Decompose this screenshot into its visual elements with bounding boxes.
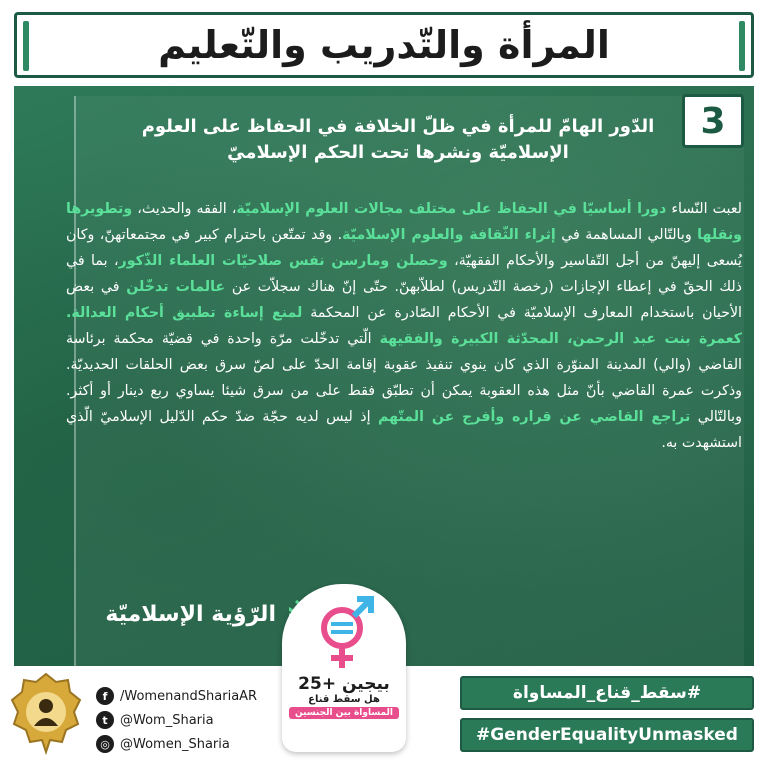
paragraph-text: . وقد تمتّعن باحترام كبير في مجتمعاتهنّ، وكان يُسعى إليهنّ من أجل التّفاسير والأحكام الفقهيّة،: [66, 227, 742, 269]
social-links: [96, 684, 276, 756]
section-subtitle: الدّور الهامّ للمرأة في ظلّ الخلافة في الحفاظ على العلوم الإسلاميّة ونشرها تحت الحكم الإسلاميّ: [141, 116, 655, 163]
title-accent-right: [739, 21, 745, 71]
facebook-handle[interactable]: /WomenandShariaAR: [120, 688, 258, 704]
social-row-twitter[interactable]: [96, 708, 276, 732]
paragraph-text: في بعض الأحيان باستخدام المعارف الإسلاميّة في الأحكام الصّادرة عن المحكمة: [66, 279, 742, 321]
paragraph-text: إذ ليس لديه حجّة ضدّ حكم الدّليل الإسلاميّ الّذي استشهدت به.: [66, 409, 742, 451]
page-title: المرأة والتّدريب والتّعليم: [158, 23, 610, 67]
twitter-handle[interactable]: @Wom_Sharia: [120, 712, 214, 728]
social-row-facebook[interactable]: [96, 684, 276, 708]
hashtag-english[interactable]: #GenderEqualityUnmasked: [460, 718, 754, 752]
gender-equality-icon: [309, 594, 379, 674]
body-paragraph: [66, 196, 742, 566]
campaign-title: بيجين +25: [298, 674, 390, 694]
highlighted-text: لمنع إساءة تطبيق أحكام العدالة. كعمرة بنت عبد الرحمن، المحدّثة الكبيرة والفقيهة: [66, 305, 742, 347]
instagram-icon: ◎: [96, 735, 114, 753]
highlighted-text: عالمات تدخّلن: [126, 279, 226, 295]
paragraph-text: ، الفقه والحديث،: [132, 201, 237, 217]
paragraph-text: وبالتّالي المساهمة في: [555, 227, 698, 243]
hashtag-arabic[interactable]: #سقط_قناع_المساواة: [460, 676, 754, 710]
highlighted-text: وتطويرها ونقلها: [66, 201, 742, 243]
highlighted-text: تراجع القاضي عن قراره وأفرج عن المتّهم: [377, 409, 691, 425]
highlighted-text: إثراء الثّقافة والعلوم الإسلاميّة: [342, 227, 556, 243]
paragraph-text: لعبت النّساء: [666, 201, 742, 217]
paragraph-text: الّتي تدخّلت مرّة واحدة في قضيّة محكمة برئاسة القاضي (والي) المدينة المنوّرة الذي كان ينوي تنفيذ عقوبة إقامة الحدّ على لصّ سرق بعض الحلقات الحديديّة. وذكرت عمرة القاضي بأنّ مثل هذه العقوبة يمكن أن تطبّق فقط على من سرق شيئا يساوي ربع دينار أو أكثر. وبالتّالي: [66, 331, 742, 425]
instagram-handle[interactable]: @Women_Sharia: [120, 736, 230, 752]
organization-logo: [8, 672, 84, 760]
social-row-instagram[interactable]: [96, 732, 276, 756]
title-accent-left: [23, 21, 29, 71]
twitter-icon: t: [96, 711, 114, 729]
highlighted-text: وحصلن ومارسن نفس صلاحيّات العلماء الذّكور: [118, 253, 448, 269]
footer: [0, 668, 768, 768]
campaign-subtitle: المساواة بين الجنسين: [289, 707, 399, 719]
content-panel: [14, 86, 754, 666]
paragraph-text: ، بما في ذلك الحقّ في إعطاء الإجازات (رخصة التّدريس) لطلاّبهنّ. حتّى إنّ هناك سجلاّت عن: [66, 253, 742, 295]
vision-label: الرّؤية الإسلاميّة: [105, 601, 276, 627]
campaign-question: هل سقط قناع: [308, 694, 380, 705]
section-number: 3: [682, 94, 744, 148]
title-banner: [14, 12, 754, 78]
facebook-icon: f: [96, 687, 114, 705]
highlighted-text: دورا أساسيّا في الحفاظ على مختلف مجالات العلوم الإسلاميّة: [236, 201, 667, 217]
